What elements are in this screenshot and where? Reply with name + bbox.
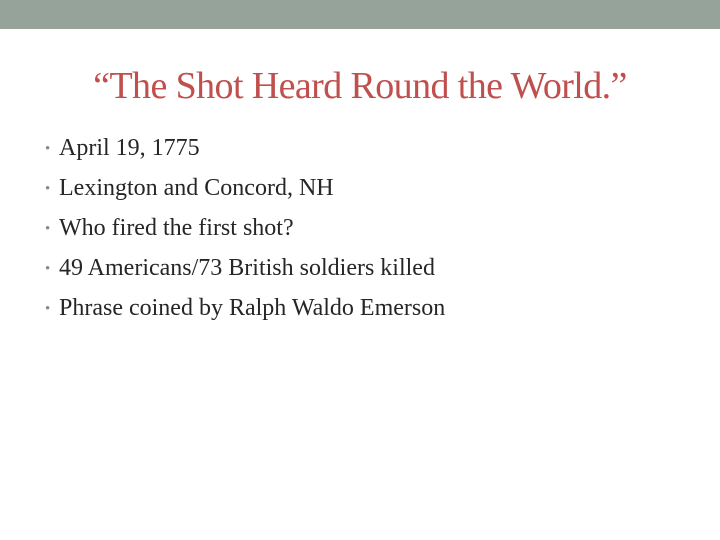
bullet-item <box>45 251 445 291</box>
bullet-list <box>45 131 445 331</box>
slide-title: “The Shot Heard Round the World.” <box>93 65 627 107</box>
bullet-text: Lexington and Concord, NH <box>59 175 334 201</box>
slide-top-bar <box>0 0 720 29</box>
bullet-icon: • <box>45 221 51 237</box>
bullet-text: April 19, 1775 <box>59 135 200 161</box>
bullet-item <box>45 211 445 251</box>
bullet-icon: • <box>45 181 51 197</box>
bullet-text: 49 Americans/73 British soldiers killed <box>59 255 435 281</box>
bullet-item <box>45 171 445 211</box>
bullet-text: Phrase coined by Ralph Waldo Emerson <box>59 295 446 321</box>
bullet-icon: • <box>45 261 51 277</box>
bullet-icon: • <box>45 141 51 157</box>
bullet-item <box>45 131 445 171</box>
bullet-icon: • <box>45 301 51 317</box>
bullet-item <box>45 291 445 331</box>
bullet-text: Who fired the first shot? <box>59 215 294 241</box>
